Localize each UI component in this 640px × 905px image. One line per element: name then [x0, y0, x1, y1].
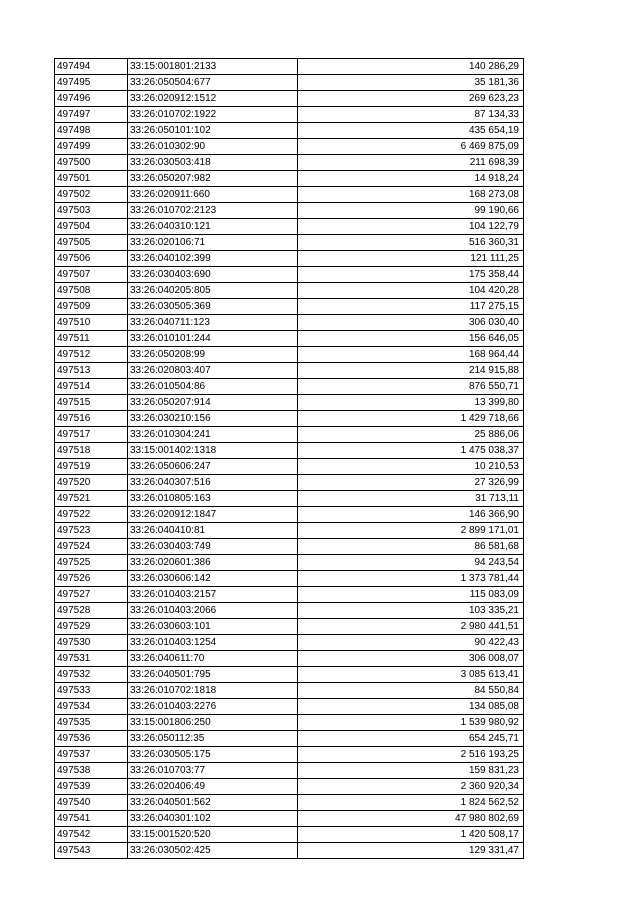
- cadastral-value-cell: 1 824 562,52: [298, 795, 524, 811]
- cadastral-number-cell: 33:26:020912:1847: [128, 507, 298, 523]
- row-number-cell: 497513: [55, 363, 128, 379]
- row-number-cell: 497512: [55, 347, 128, 363]
- cadastral-value-cell: 1 373 781,44: [298, 571, 524, 587]
- row-number-cell: 497530: [55, 635, 128, 651]
- table-row: [55, 699, 524, 715]
- cadastral-number-cell: 33:26:050504:677: [128, 75, 298, 91]
- row-number-cell: 497533: [55, 683, 128, 699]
- table-row: [55, 555, 524, 571]
- table-row: [55, 587, 524, 603]
- cadastral-number-cell: 33:26:040501:795: [128, 667, 298, 683]
- row-number-cell: 497499: [55, 139, 128, 155]
- cadastral-value-cell: 175 358,44: [298, 267, 524, 283]
- row-number-cell: 497503: [55, 203, 128, 219]
- row-number-cell: 497518: [55, 443, 128, 459]
- table-row: [55, 171, 524, 187]
- cadastral-value-cell: 104 122,79: [298, 219, 524, 235]
- cadastral-value-cell: 159 831,23: [298, 763, 524, 779]
- table-row: [55, 523, 524, 539]
- cadastral-number-cell: 33:26:010805:163: [128, 491, 298, 507]
- cadastral-number-cell: 33:15:001402:1318: [128, 443, 298, 459]
- cadastral-value-cell: 103 335,21: [298, 603, 524, 619]
- cadastral-value-cell: 2 360 920,34: [298, 779, 524, 795]
- row-number-cell: 497516: [55, 411, 128, 427]
- table-row: [55, 731, 524, 747]
- cadastral-number-cell: 33:26:010304:241: [128, 427, 298, 443]
- cadastral-value-cell: 86 581,68: [298, 539, 524, 555]
- row-number-cell: 497529: [55, 619, 128, 635]
- cadastral-number-cell: 33:26:030210:156: [128, 411, 298, 427]
- cadastral-number-cell: 33:26:050207:914: [128, 395, 298, 411]
- cadastral-number-cell: 33:26:030505:175: [128, 747, 298, 763]
- cadastral-value-table: [54, 58, 524, 859]
- cadastral-number-cell: 33:26:010703:77: [128, 763, 298, 779]
- cadastral-number-cell: 33:26:040410:81: [128, 523, 298, 539]
- cadastral-value-cell: 1 475 038,37: [298, 443, 524, 459]
- table-row: [55, 667, 524, 683]
- row-number-cell: 497508: [55, 283, 128, 299]
- table-row: [55, 763, 524, 779]
- table-row: [55, 539, 524, 555]
- cadastral-value-cell: 129 331,47: [298, 843, 524, 859]
- cadastral-value-cell: 306 008,07: [298, 651, 524, 667]
- table-row: [55, 619, 524, 635]
- cadastral-number-cell: 33:26:010504:86: [128, 379, 298, 395]
- row-number-cell: 497527: [55, 587, 128, 603]
- cadastral-value-cell: 654 245,71: [298, 731, 524, 747]
- row-number-cell: 497534: [55, 699, 128, 715]
- cadastral-value-cell: 6 469 875,09: [298, 139, 524, 155]
- row-number-cell: 497539: [55, 779, 128, 795]
- table-row: [55, 491, 524, 507]
- table-row: [55, 427, 524, 443]
- row-number-cell: 497505: [55, 235, 128, 251]
- row-number-cell: 497504: [55, 219, 128, 235]
- cadastral-value-cell: 47 980 802,69: [298, 811, 524, 827]
- table-row: [55, 267, 524, 283]
- table-row: [55, 843, 524, 859]
- cadastral-value-cell: 115 083,09: [298, 587, 524, 603]
- cadastral-number-cell: 33:26:010101:244: [128, 331, 298, 347]
- row-number-cell: 497536: [55, 731, 128, 747]
- cadastral-number-cell: 33:26:010403:2157: [128, 587, 298, 603]
- row-number-cell: 497515: [55, 395, 128, 411]
- row-number-cell: 497514: [55, 379, 128, 395]
- row-number-cell: 497525: [55, 555, 128, 571]
- cadastral-number-cell: 33:26:030603:101: [128, 619, 298, 635]
- row-number-cell: 497522: [55, 507, 128, 523]
- table-row: [55, 283, 524, 299]
- row-number-cell: 497526: [55, 571, 128, 587]
- cadastral-value-cell: 516 360,31: [298, 235, 524, 251]
- table-row: [55, 59, 524, 75]
- cadastral-number-cell: 33:26:050208:99: [128, 347, 298, 363]
- row-number-cell: 497520: [55, 475, 128, 491]
- row-number-cell: 497494: [55, 59, 128, 75]
- cadastral-number-cell: 33:26:040205:805: [128, 283, 298, 299]
- cadastral-value-cell: 27 326,99: [298, 475, 524, 491]
- cadastral-value-cell: 104 420,28: [298, 283, 524, 299]
- cadastral-number-cell: 33:26:020912:1512: [128, 91, 298, 107]
- cadastral-number-cell: 33:26:040301:102: [128, 811, 298, 827]
- row-number-cell: 497511: [55, 331, 128, 347]
- cadastral-value-cell: 140 286,29: [298, 59, 524, 75]
- cadastral-value-cell: 13 399,80: [298, 395, 524, 411]
- table-row: [55, 779, 524, 795]
- table-row: [55, 347, 524, 363]
- row-number-cell: 497535: [55, 715, 128, 731]
- cadastral-number-cell: 33:26:010302:90: [128, 139, 298, 155]
- row-number-cell: 497495: [55, 75, 128, 91]
- cadastral-value-cell: 117 275,15: [298, 299, 524, 315]
- cadastral-number-cell: 33:15:001801:2133: [128, 59, 298, 75]
- cadastral-value-cell: 90 422,43: [298, 635, 524, 651]
- cadastral-number-cell: 33:26:050112:35: [128, 731, 298, 747]
- cadastral-value-cell: 1 429 718,66: [298, 411, 524, 427]
- row-number-cell: 497541: [55, 811, 128, 827]
- row-number-cell: 497519: [55, 459, 128, 475]
- row-number-cell: 497531: [55, 651, 128, 667]
- row-number-cell: 497497: [55, 107, 128, 123]
- cadastral-value-cell: 2 899 171,01: [298, 523, 524, 539]
- row-number-cell: 497498: [55, 123, 128, 139]
- cadastral-number-cell: 33:26:030505:369: [128, 299, 298, 315]
- cadastral-value-cell: 435 654,19: [298, 123, 524, 139]
- table-row: [55, 603, 524, 619]
- table-row: [55, 315, 524, 331]
- table-row: [55, 187, 524, 203]
- cadastral-value-cell: 84 550,84: [298, 683, 524, 699]
- table-row: [55, 219, 524, 235]
- cadastral-value-cell: 211 698,39: [298, 155, 524, 171]
- cadastral-value-cell: 35 181,36: [298, 75, 524, 91]
- cadastral-value-cell: 269 623,23: [298, 91, 524, 107]
- cadastral-number-cell: 33:15:001806:250: [128, 715, 298, 731]
- row-number-cell: 497543: [55, 843, 128, 859]
- table-row: [55, 827, 524, 843]
- cadastral-number-cell: 33:26:020601:386: [128, 555, 298, 571]
- cadastral-number-cell: 33:26:040307:516: [128, 475, 298, 491]
- table-row: [55, 91, 524, 107]
- cadastral-number-cell: 33:26:020106:71: [128, 235, 298, 251]
- cadastral-number-cell: 33:26:010702:2123: [128, 203, 298, 219]
- cadastral-number-cell: 33:26:050101:102: [128, 123, 298, 139]
- cadastral-number-cell: 33:26:040102:399: [128, 251, 298, 267]
- cadastral-value-cell: 306 030,40: [298, 315, 524, 331]
- cadastral-value-cell: 168 964,44: [298, 347, 524, 363]
- table-row: [55, 683, 524, 699]
- cadastral-number-cell: 33:26:050606:247: [128, 459, 298, 475]
- table-row: [55, 715, 524, 731]
- table-row: [55, 747, 524, 763]
- table-row: [55, 459, 524, 475]
- cadastral-number-cell: 33:26:030503:418: [128, 155, 298, 171]
- table-row: [55, 811, 524, 827]
- row-number-cell: 497528: [55, 603, 128, 619]
- cadastral-number-cell: 33:26:040310:121: [128, 219, 298, 235]
- row-number-cell: 497501: [55, 171, 128, 187]
- cadastral-value-cell: 1 420 508,17: [298, 827, 524, 843]
- cadastral-number-cell: 33:26:020803:407: [128, 363, 298, 379]
- row-number-cell: 497517: [55, 427, 128, 443]
- cadastral-value-cell: 31 713,11: [298, 491, 524, 507]
- table-row: [55, 363, 524, 379]
- row-number-cell: 497532: [55, 667, 128, 683]
- cadastral-value-cell: 14 918,24: [298, 171, 524, 187]
- cadastral-value-cell: 2 980 441,51: [298, 619, 524, 635]
- table-row: [55, 139, 524, 155]
- cadastral-number-cell: 33:26:040611:70: [128, 651, 298, 667]
- cadastral-value-cell: 3 085 613,41: [298, 667, 524, 683]
- table-row: [55, 379, 524, 395]
- table-row: [55, 251, 524, 267]
- row-number-cell: 497524: [55, 539, 128, 555]
- cadastral-number-cell: 33:26:020911:660: [128, 187, 298, 203]
- table-row: [55, 475, 524, 491]
- row-number-cell: 497509: [55, 299, 128, 315]
- cadastral-number-cell: 33:26:010403:2276: [128, 699, 298, 715]
- row-number-cell: 497496: [55, 91, 128, 107]
- row-number-cell: 497540: [55, 795, 128, 811]
- cadastral-value-cell: 134 085,08: [298, 699, 524, 715]
- table-row: [55, 123, 524, 139]
- cadastral-value-cell: 146 366,90: [298, 507, 524, 523]
- table-row: [55, 635, 524, 651]
- cadastral-number-cell: 33:26:010403:1254: [128, 635, 298, 651]
- table-row: [55, 331, 524, 347]
- cadastral-number-cell: 33:26:020406:49: [128, 779, 298, 795]
- cadastral-value-cell: 168 273,08: [298, 187, 524, 203]
- table-row: [55, 443, 524, 459]
- table-row: [55, 299, 524, 315]
- table-row: [55, 795, 524, 811]
- cadastral-value-cell: 121 111,25: [298, 251, 524, 267]
- cadastral-value-cell: 10 210,53: [298, 459, 524, 475]
- row-number-cell: 497537: [55, 747, 128, 763]
- row-number-cell: 497538: [55, 763, 128, 779]
- table-row: [55, 507, 524, 523]
- cadastral-value-cell: 25 886,06: [298, 427, 524, 443]
- cadastral-number-cell: 33:26:030502:425: [128, 843, 298, 859]
- table-row: [55, 75, 524, 91]
- table-body: [55, 59, 524, 859]
- cadastral-number-cell: 33:26:040501:562: [128, 795, 298, 811]
- table-row: [55, 155, 524, 171]
- row-number-cell: 497523: [55, 523, 128, 539]
- cadastral-number-cell: 33:26:050207:982: [128, 171, 298, 187]
- cadastral-value-cell: 87 134,33: [298, 107, 524, 123]
- table-row: [55, 651, 524, 667]
- table-row: [55, 203, 524, 219]
- cadastral-number-cell: 33:26:030606:142: [128, 571, 298, 587]
- cadastral-number-cell: 33:26:010702:1818: [128, 683, 298, 699]
- row-number-cell: 497507: [55, 267, 128, 283]
- cadastral-value-cell: 94 243,54: [298, 555, 524, 571]
- table-row: [55, 571, 524, 587]
- row-number-cell: 497521: [55, 491, 128, 507]
- cadastral-number-cell: 33:26:010702:1922: [128, 107, 298, 123]
- cadastral-value-cell: 2 516 193,25: [298, 747, 524, 763]
- row-number-cell: 497506: [55, 251, 128, 267]
- row-number-cell: 497542: [55, 827, 128, 843]
- table-row: [55, 235, 524, 251]
- cadastral-number-cell: 33:26:030403:749: [128, 539, 298, 555]
- cadastral-value-cell: 99 190,66: [298, 203, 524, 219]
- row-number-cell: 497500: [55, 155, 128, 171]
- row-number-cell: 497510: [55, 315, 128, 331]
- cadastral-number-cell: 33:26:040711:123: [128, 315, 298, 331]
- row-number-cell: 497502: [55, 187, 128, 203]
- table-row: [55, 411, 524, 427]
- cadastral-value-cell: 156 646,05: [298, 331, 524, 347]
- cadastral-value-cell: 876 550,71: [298, 379, 524, 395]
- cadastral-number-cell: 33:26:010403:2066: [128, 603, 298, 619]
- cadastral-number-cell: 33:15:001520:520: [128, 827, 298, 843]
- cadastral-value-cell: 1 539 980,92: [298, 715, 524, 731]
- table-row: [55, 107, 524, 123]
- cadastral-value-cell: 214 915,88: [298, 363, 524, 379]
- table-row: [55, 395, 524, 411]
- cadastral-number-cell: 33:26:030403:690: [128, 267, 298, 283]
